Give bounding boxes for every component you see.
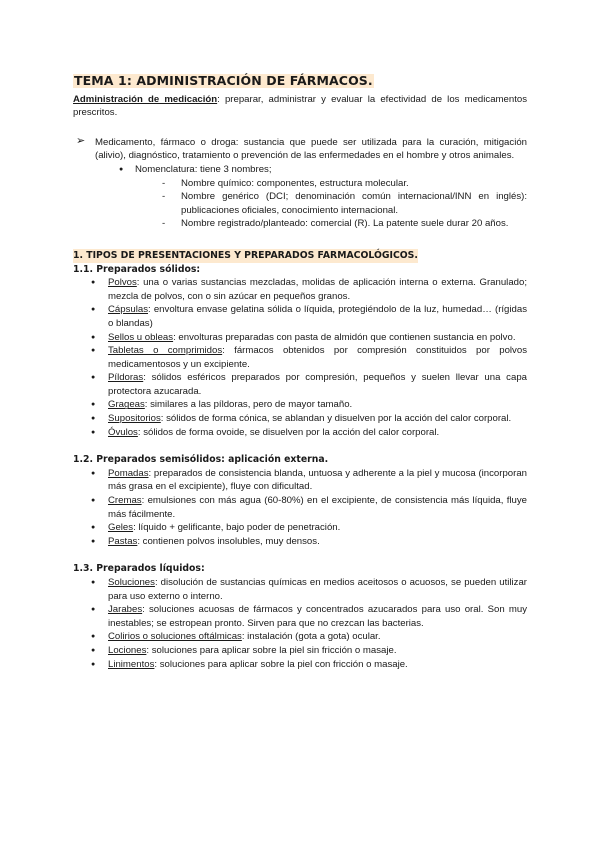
subsection-heading-solid: 1.1. Preparados sólidos: xyxy=(73,263,201,275)
item-term: Óvulos xyxy=(108,426,138,438)
definition-text: Medicamento, fármaco o droga: sustancia que puede ser utilizada para la curación, mitigación (alivio), diagnóstico, tratamiento o prevención de las enfermedades en el hombre y otros animales. xyxy=(95,136,527,162)
item-term: Pastas xyxy=(108,535,138,547)
list-item xyxy=(91,630,527,644)
item-text: : disolución de sustancias químicas en medios aceitosos o acuosos, se pueden utilizar para uso externo o interno. xyxy=(108,577,527,602)
bullet-icon: ● xyxy=(91,333,96,341)
definition-block xyxy=(73,136,527,163)
bullet-icon: ● xyxy=(119,165,124,173)
item-term: Supositorios xyxy=(108,413,161,425)
list-item xyxy=(91,467,527,494)
item-text: : contienen polvos insolubles, muy densos. xyxy=(137,535,320,547)
subsection-heading-semisolid: 1.2. Preparados semisólidos: aplicación externa. xyxy=(73,454,329,466)
item-term: Polvos xyxy=(108,277,137,289)
bullet-icon: ● xyxy=(91,347,96,355)
item-text: : sólidos esféricos preparados por compresión, pequeños y suelen llevar una capa protectora azucarada. xyxy=(108,372,527,397)
list-item xyxy=(91,494,527,521)
item-term: Pomadas xyxy=(108,467,149,479)
list-item: - Nombre registrado/planteado: comercial (R). La patente suele durar 20 años. xyxy=(162,218,509,230)
nomenclature-item xyxy=(73,163,527,177)
solid-list xyxy=(73,276,527,439)
item-text: : emulsiones con más agua (60-80%) en el excipiente, de consistencia más líquida, fluye más fácilmente. xyxy=(108,495,527,520)
item-text: : sólidos de forma cónica, se ablandan y disuelven por la acción del calor corporal. xyxy=(160,413,512,425)
intro-term: Administración de medicación xyxy=(73,93,218,105)
item-term: Grageas xyxy=(108,399,145,411)
item-term: Tabletas o comprimidos xyxy=(108,345,223,357)
list-item: - Nombre químico: componentes, estructura molecular. xyxy=(162,177,409,189)
bullet-icon: ● xyxy=(91,374,96,382)
item-text: : soluciones para aplicar sobre la piel sin fricción o masaje. xyxy=(146,644,397,656)
list-item xyxy=(91,644,527,658)
list-item xyxy=(91,303,527,330)
bullet-icon: ● xyxy=(91,497,96,505)
bullet-icon: ● xyxy=(91,306,96,314)
item-term: Colirios o soluciones oftálmicas xyxy=(108,631,242,643)
item-text: : instalación (gota a gota) ocular. xyxy=(241,631,381,643)
item-term: Geles xyxy=(108,522,134,534)
document-page xyxy=(73,74,527,671)
list-item: - Nombre genérico (DCI; denominación común internacional/INN en inglés): publicaciones oficiales, conocimiento internacional. xyxy=(162,191,527,216)
item-term: Cápsulas xyxy=(108,304,148,316)
item-text: : sólidos de forma ovoide, se disuelven por la acción del calor corporal. xyxy=(137,426,440,438)
list-item xyxy=(91,521,527,535)
item-text: : envoltura envase gelatina sólida o líquida, protegiéndolo de la luz, humedad… (rígidas o blandas) xyxy=(108,304,527,329)
item-term: Lociones xyxy=(108,644,147,656)
item-text: : preparados de consistencia blanda, untuosa y adherente a la piel y mucosa (incorporan más grasa en el excipiente), fluye con dificultad. xyxy=(108,467,527,493)
item-term: Sellos u obleas xyxy=(108,331,174,343)
list-item xyxy=(91,344,527,371)
item-text: : soluciones para aplicar sobre la piel con fricción o masaje. xyxy=(154,658,408,670)
list-item xyxy=(91,535,527,549)
bullet-icon: ● xyxy=(91,579,96,586)
bullet-icon: ● xyxy=(91,633,96,641)
bullet-icon: ● xyxy=(91,606,96,614)
nomenclature-list xyxy=(73,177,527,231)
bullet-icon: ● xyxy=(91,428,96,436)
list-item xyxy=(91,412,527,426)
section-heading: 1. TIPOS DE PRESENTACIONES Y PREPARADOS FARMACOLÓGICOS. xyxy=(73,249,418,261)
page-title: TEMA 1: ADMINISTRACIÓN DE FÁRMACOS. xyxy=(74,73,373,88)
list-item xyxy=(91,576,527,603)
bullet-icon: ● xyxy=(91,660,96,668)
item-term: Cremas xyxy=(108,495,142,507)
semisolid-list xyxy=(73,467,527,549)
dash-icon: - xyxy=(162,218,166,230)
dash-icon: - xyxy=(162,177,166,189)
bullet-icon: ● xyxy=(91,279,96,287)
bullet-icon: ● xyxy=(91,537,96,545)
item-text: : líquido + gelificante, bajo poder de penetración. xyxy=(133,522,341,534)
list-item xyxy=(91,398,527,412)
item-term: Soluciones xyxy=(108,577,155,588)
bullet-icon: ● xyxy=(91,646,96,654)
bullet-icon: ● xyxy=(91,401,96,409)
item-text: : soluciones acuosas de fármacos y concentrados azucarados para uso oral. Son muy inestables; se estropean pronto. Sirven para que no crezcan las bacterias. xyxy=(108,604,527,629)
nomenclature-label: Nomenclatura: tiene 3 nombres; xyxy=(135,163,272,175)
item-text: : fármacos obtenidos por compresión constituidos por polvos medicamentosos y un excipiente. xyxy=(108,345,527,370)
list-item xyxy=(91,426,527,440)
subsection-heading-liquid: 1.3. Preparados líquidos: xyxy=(73,563,205,575)
list-item xyxy=(91,331,527,345)
list-item xyxy=(91,371,527,398)
item-text: : similares a las píldoras, pero de mayor tamaño. xyxy=(144,399,353,411)
item-text: : envolturas preparadas con pasta de almidón que contienen sustancia en polvo. xyxy=(173,331,516,343)
item-term: Linimentos xyxy=(108,658,155,670)
liquid-list xyxy=(73,576,527,671)
bullet-icon: ● xyxy=(91,524,96,532)
arrow-bullet-icon: ➢ xyxy=(76,134,86,147)
item-term: Jarabes xyxy=(108,604,143,616)
list-item xyxy=(91,603,527,630)
list-item xyxy=(91,658,527,672)
bullet-icon: ● xyxy=(91,469,96,477)
item-term: Píldoras xyxy=(108,372,144,384)
dash-icon: - xyxy=(162,191,166,203)
list-item xyxy=(91,276,527,303)
intro-text: : preparar, administrar y evaluar la efectividad de los medicamentos prescritos. xyxy=(73,93,527,119)
item-text: : una o varias sustancias mezcladas, molidas de aplicación interna o externa. Granulado; mezcla de polvos, con o sin azúcar en pequeños granos. xyxy=(108,277,527,302)
intro-paragraph xyxy=(73,93,527,120)
bullet-icon: ● xyxy=(91,415,96,423)
